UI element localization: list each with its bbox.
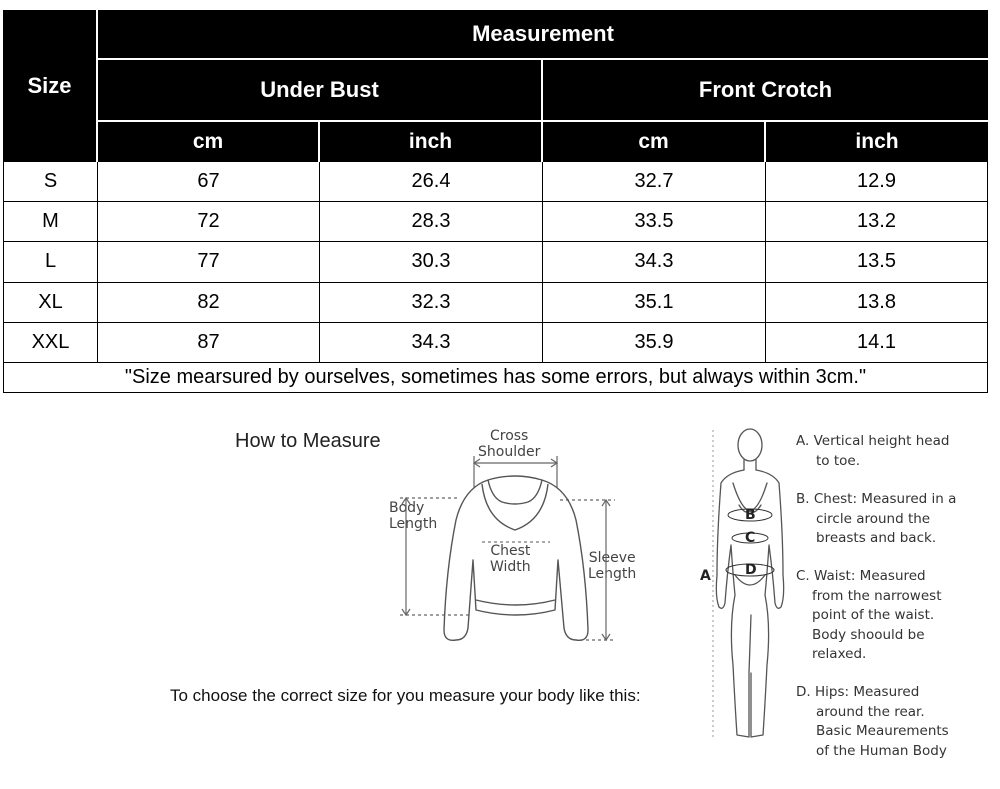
table-cell: 34.3 <box>320 323 543 363</box>
desc-line: A. Vertical height head <box>796 433 950 449</box>
table-cell: 82 <box>98 283 320 323</box>
desc-line: of the Human Body <box>816 742 947 759</box>
front-crotch-label: Front Crotch <box>698 77 833 102</box>
label-line: Body <box>389 500 425 516</box>
table-cell: 14.1 <box>766 323 988 363</box>
desc-line: to toe. <box>816 452 860 469</box>
table-cell: 35.9 <box>543 323 766 363</box>
measurement-header <box>98 10 988 58</box>
body-letter-b: B <box>745 507 756 523</box>
label-line: Shoulder <box>478 444 541 460</box>
unit-header-cm-1 <box>98 122 318 162</box>
table-cell: 13.5 <box>766 242 988 282</box>
under-bust-label: Under Bust <box>260 77 379 102</box>
table-cell: 12.9 <box>766 162 988 202</box>
table-cell: 13.8 <box>766 283 988 323</box>
table-cell: 35.1 <box>543 283 766 323</box>
label-line: Length <box>389 516 438 532</box>
table-cell: 28.3 <box>320 202 543 242</box>
size-header-label: Size <box>27 73 72 98</box>
size-header <box>3 10 96 162</box>
desc-line: breasts and back. <box>816 530 937 546</box>
under-bust-header <box>98 60 541 120</box>
unit-label: cm <box>638 130 669 153</box>
table-cell: 33.5 <box>543 202 766 242</box>
size-cell: XXL <box>3 323 98 363</box>
unit-header-inch-2 <box>766 122 988 162</box>
table-cell: 30.3 <box>320 242 543 282</box>
unit-header-cm-2 <box>543 122 764 162</box>
table-cell: 34.3 <box>543 242 766 282</box>
table-cell: 32.7 <box>543 162 766 202</box>
body-letter-a: A <box>700 568 711 584</box>
size-cell: S <box>3 162 98 202</box>
size-cell: L <box>3 242 98 282</box>
table-cell: 67 <box>98 162 320 202</box>
desc-line: Body shoould be <box>812 626 925 643</box>
size-cell: XL <box>3 283 98 323</box>
desc-vertical-height <box>796 432 949 471</box>
desc-chest <box>796 490 956 549</box>
sweater-diagram <box>390 450 630 660</box>
unit-label: inch <box>855 130 899 153</box>
table-cell: 72 <box>98 202 320 242</box>
desc-line: B. Chest: Measured in a <box>796 491 957 507</box>
size-table <box>3 10 988 393</box>
table-cell: 77 <box>98 242 320 282</box>
desc-line: around the rear. <box>816 703 925 720</box>
body-diagram <box>705 425 795 745</box>
unit-label: cm <box>192 130 224 153</box>
label-line: Length <box>588 566 637 582</box>
body-letter-c: C <box>745 530 756 546</box>
how-to-measure-title: How to Measure <box>235 430 381 452</box>
unit-label: inch <box>408 130 453 153</box>
desc-line: Basic Meaurements <box>816 723 949 739</box>
front-crotch-header <box>543 60 988 120</box>
table-cell: 26.4 <box>320 162 543 202</box>
label-line: Sleeve <box>588 550 636 566</box>
body-letter-d: D <box>745 562 757 578</box>
desc-line: circle around the <box>816 510 931 527</box>
size-cell: M <box>3 202 98 242</box>
measurement-header-label: Measurement <box>472 21 614 46</box>
desc-line: D. Hips: Measured <box>796 684 920 700</box>
table-cell: 32.3 <box>320 283 543 323</box>
desc-line: C. Waist: Measured <box>796 568 926 584</box>
desc-line: relaxed. <box>812 646 867 662</box>
unit-header-inch-1 <box>320 122 541 162</box>
label-line: Chest <box>490 543 531 559</box>
label-line: Width <box>490 559 531 575</box>
desc-line: point of the waist. <box>812 607 935 623</box>
label-line: Cross <box>489 428 529 444</box>
choose-size-instruction: To choose the correct size for you measure your body like this: <box>170 686 641 705</box>
table-cell: 87 <box>98 323 320 363</box>
desc-waist <box>796 567 941 665</box>
table-cell: 13.2 <box>766 202 988 242</box>
size-note: "Size mearsured by ourselves, sometimes has some errors, but always within 3cm." <box>3 363 988 393</box>
desc-line: from the narrowest <box>812 587 942 604</box>
desc-hips <box>796 683 949 761</box>
